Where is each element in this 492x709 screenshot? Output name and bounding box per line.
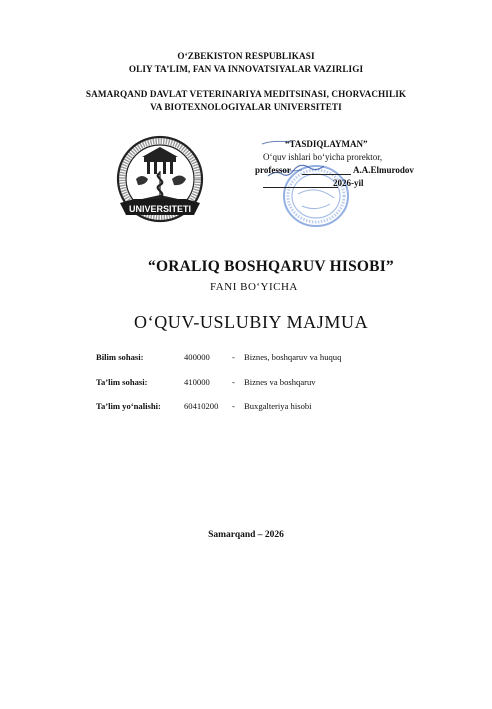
- field-label: Bilim sohasi:: [96, 352, 144, 362]
- field-code: 60410200: [184, 401, 219, 411]
- university-line-2: VA BIOTEXNOLOGIYALAR UNIVERSITETI: [150, 102, 342, 112]
- signature-line: [302, 174, 351, 175]
- field-code: 400000: [184, 352, 210, 362]
- field-dash: -: [232, 401, 235, 411]
- date-line: [263, 187, 338, 188]
- field-value: Buxgalteriya hisobi: [244, 401, 312, 411]
- ministry-line-1: O‘ZBEKISTON RESPUBLIKASI: [177, 51, 315, 61]
- approval-name: A.A.Elmurodov: [353, 165, 414, 175]
- logo-ribbon-text: UNIVERSITETI: [128, 204, 192, 214]
- document-title: O‘QUV-USLUBIY MAJMUA: [134, 312, 369, 332]
- approval-date: 2026-yil: [333, 178, 364, 188]
- field-label: Ta’lim sohasi:: [96, 377, 148, 387]
- subject-title: “ORALIQ BOSHQARUV HISOBI”: [148, 258, 394, 275]
- ministry-line-2: OLIY TA’LIM, FAN VA INNOVATSIYALAR VAZIRLIGI: [128, 64, 364, 74]
- university-emblem-icon: [114, 133, 206, 229]
- approval-title: “TASDIQLAYMAN”: [285, 139, 368, 149]
- field-dash: -: [232, 377, 235, 387]
- university-line-1: SAMARQAND DAVLAT VETERINARIYA MEDITSINASI, CHORVACHILIK: [85, 89, 407, 99]
- field-dash: -: [232, 352, 235, 362]
- subject-subtitle: FANI BO‘YICHA: [210, 281, 298, 293]
- field-label: Ta’lim yo‘nalishi:: [96, 401, 161, 411]
- field-code: 410000: [184, 377, 210, 387]
- field-value: Biznes, boshqaruv va huquq: [244, 352, 342, 362]
- approval-role: professor: [255, 165, 291, 175]
- approval-position: O‘quv ishlari bo‘yicha prorektor,: [263, 152, 383, 162]
- place-and-year: Samarqand – 2026: [208, 530, 284, 540]
- field-value: Biznes va boshqaruv: [244, 377, 316, 387]
